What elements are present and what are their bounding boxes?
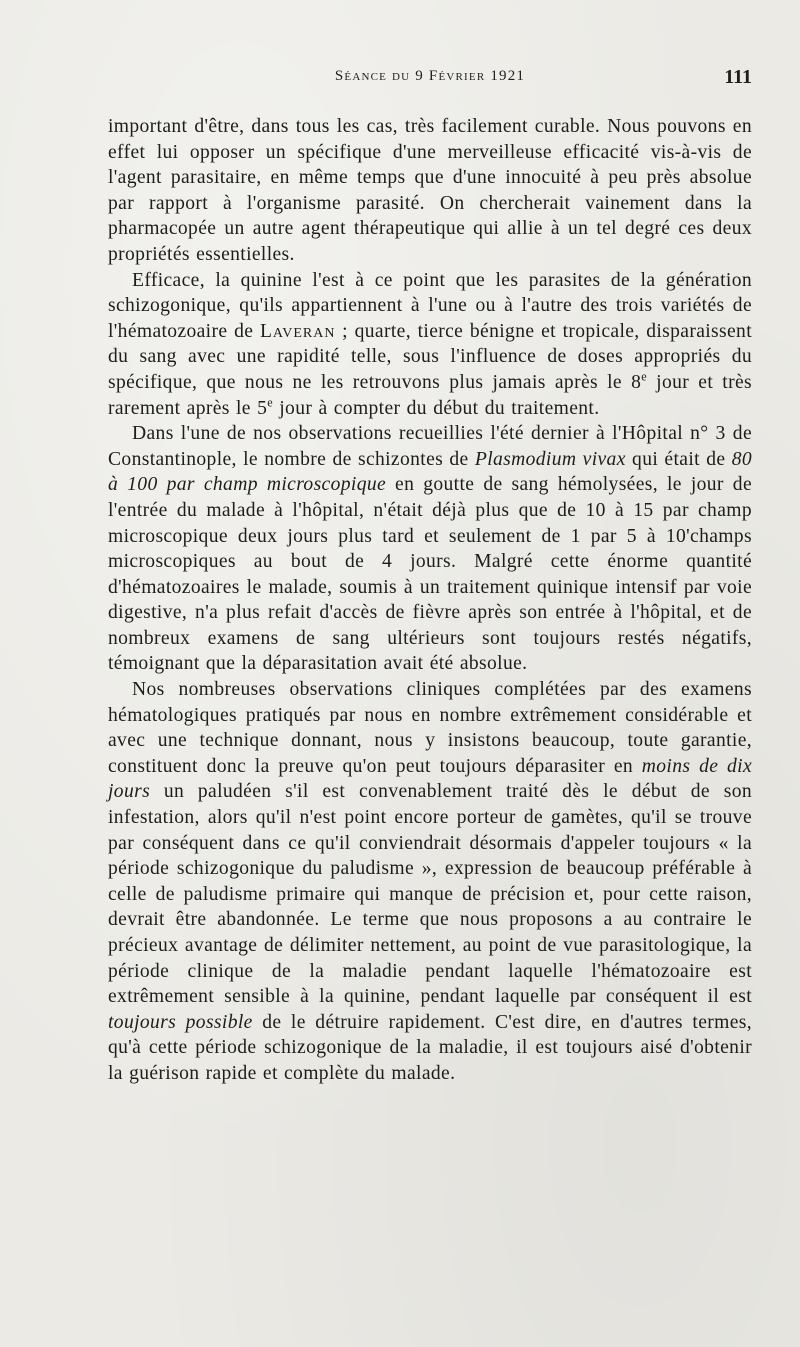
body-text — [108, 114, 752, 1087]
paragraph-4-text-c: de le détruire rapidement. C'est dire, en d'autres termes, qu'à cette période schizogonique de la maladie, il est toujours aisé d'obtenir la guérison rapide et complète du malade. — [108, 1011, 752, 1084]
paragraph-4-text-a: Nos nombreuses observations cliniques complétées par des examens hématologiques pratiqués par nous en nombre extrêmement considérable et avec une technique donnant, nous y insistons beaucoup, toute garantie, constituent donc la preuve qu'on peut toujours déparasiter en — [108, 679, 752, 777]
paragraph-3-text-a: Dans l'une de nos observations recueillies l'été dernier à l'Hôpital n° 3 de Constantinople, le nombre de schizontes de — [108, 423, 752, 470]
paragraph-3-text-c: en goutte de sang hémolysées, le jour de l'entrée du malade à l'hôpital, n'était déjà plus que de 10 à 15 par champ microscopique deux jours plus tard et seulement de 1 par 5 à 10'champs microscopiques au bout de 4 jours. Malgré cette énorme quantité d'hématozoaires le malade, soumis à un traitement quinique intensif par voie digestive, n'a plus refait d'accès de fièvre après son entrée à l'hôpital, et de nombreux examens de sang ultérieurs sont toujours restés négatifs, témoignant que la déparasitation avait été absolue. — [108, 474, 752, 675]
running-header — [108, 66, 752, 92]
paragraph-1: important d'être, dans tous les cas, très facilement curable. Nous pouvons en effet lui opposer un spécifique d'une merveilleuse efficacité vis-à-vis de l'agent parasitaire, en même temps que d'une innocuité à peu près absolue par rapport à l'organisme parasité. On chercherait vainement dans la pharmacopée un autre agent thérapeutique qui allie à un tel degré ces deux propriétés essentielles. — [108, 116, 752, 265]
paragraph-2-text-a: Efficace, la quinine l'est à ce point que les parasites de la génération schizogonique, qu'ils appartiennent à l'une ou à l'autre des trois variétés de l'hématozoaire de — [108, 269, 752, 342]
ordinal-suffix: e — [267, 395, 273, 409]
paragraph-2-text-c: jour et très rarement après le 5 — [108, 371, 752, 419]
species-name: Plasmodium vivax — [474, 448, 626, 470]
paragraph-2-text-d: jour à compter du début du traitement. — [273, 397, 600, 419]
paragraph-4-text-b: un paludéen s'il est convenablement traité dès le début de son infestation, alors qu'il n'est point encore porteur de gamètes, qu'il se trouve par conséquent dans ce qu'il conviendrait désormais d'appeler toujours « la période schizogonique du paludisme », expression de beaucoup préférable à celle de paludisme primaire qui manque de précision et, pour cette raison, devrait être abandonnée. Le terme que nous proposons a au contraire le précieux avantage de délimiter nettement, au point de vue parasitologique, la période clinique de la maladie pendant laquelle l'hématozoaire est extrêmement sensible à la quinine, pendant laquelle par conséquent il est — [108, 781, 752, 1008]
paragraph-4 — [108, 677, 752, 1087]
author-name-laveran: Laveran — [259, 320, 336, 342]
paragraph-3-text-b: qui était de — [625, 448, 732, 470]
paragraph-3 — [108, 421, 752, 677]
emphasis-count: 80 à 100 par champ microscopique — [108, 448, 752, 496]
paragraph-2 — [108, 268, 752, 422]
ordinal-suffix: e — [641, 369, 648, 384]
emphasis-possible: toujours possible — [108, 1011, 253, 1033]
running-title: Séance du 9 Février 1921 — [334, 68, 526, 84]
emphasis-duration: moins de dix jours — [108, 755, 752, 803]
page-number: 111 — [724, 66, 752, 88]
paragraph-2-text-b: ; quarte, tierce bénigne et tropicale, disparaissent du sang avec une rapidité telle, sous l'influence de doses appropriés du spécifique, que nous ne les retrouvons plus jamais après le 8 — [108, 320, 752, 393]
